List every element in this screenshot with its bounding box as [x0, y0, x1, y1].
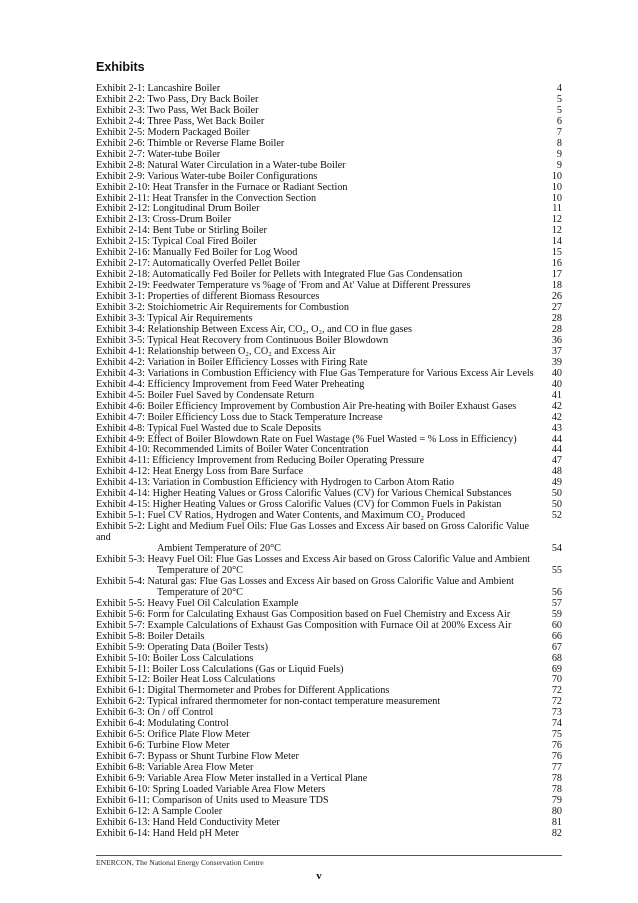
exhibit-page-number: 11	[552, 203, 562, 215]
exhibit-page-number: 10	[551, 170, 562, 182]
exhibit-page-number: 4	[556, 83, 562, 94]
exhibit-title-text: Exhibit 4-13: Variation in Combustion Efficiency with Hydrogen to Carbon Atom Ratio	[96, 477, 455, 489]
exhibit-title-text: Exhibit 5-6: Form for Calculating Exhaust Gas Composition based on Fuel Chemistry and Excess Air	[96, 608, 511, 620]
exhibit-page-number: 6	[556, 115, 562, 127]
exhibit-page-number: 80	[551, 805, 562, 817]
exhibit-page-number: 47	[551, 455, 562, 467]
exhibit-page-number: 72	[551, 696, 562, 708]
exhibit-page-number: 28	[551, 323, 562, 335]
exhibit-title-text: Exhibit 4-11: Efficiency Improvement from Reducing Boiler Operating Pressure	[96, 455, 425, 467]
exhibit-title-text: Exhibit 2-11: Heat Transfer in the Convection Section	[96, 192, 317, 204]
exhibit-page-number: 8	[556, 137, 562, 149]
exhibit-page-number: 74	[551, 718, 562, 730]
exhibit-title-text: Exhibit 6-12: A Sample Cooler	[96, 805, 223, 817]
exhibit-title-text: Exhibit 3-2: Stoichiometric Air Requirements for Combustion	[96, 302, 349, 314]
exhibit-title-text: Exhibit 4-9: Effect of Boiler Blowdown Rate on Fuel Wastage (% Fuel Wasted = % Loss in Efficiency)	[96, 433, 517, 445]
exhibit-title-text: Exhibit 3-4: Relationship Between Excess Air, CO₂, O₂, and CO in flue gases	[96, 323, 412, 335]
exhibit-title-text: Exhibit 4-14: Higher Heating Values or Gross Calorific Values (CV) for Various Chemical Substances	[96, 488, 512, 500]
exhibit-page-number: 48	[551, 466, 562, 478]
exhibit-page-number: 12	[551, 214, 562, 226]
exhibit-page-number: 50	[551, 499, 562, 511]
exhibit-title-text: Exhibit 4-4: Efficiency Improvement from Feed Water Preheating	[96, 378, 365, 390]
exhibit-page-number: 77	[551, 762, 562, 774]
exhibit-title-text: Exhibit 6-8: Variable Area Flow Meter	[96, 762, 254, 774]
exhibit-page-number: 26	[551, 291, 562, 303]
exhibit-page-number: 66	[551, 630, 562, 642]
exhibit-title-text: Exhibit 2-5: Modern Packaged Boiler	[96, 126, 250, 138]
exhibit-page-number: 73	[551, 707, 562, 719]
exhibit-page-number: 27	[551, 302, 562, 314]
exhibit-page-number: 79	[551, 794, 562, 806]
exhibit-page-number: 15	[551, 247, 562, 259]
exhibit-title-text: Exhibit 2-8: Natural Water Circulation in a Water-tube Boiler	[96, 159, 346, 171]
exhibit-page-number: 60	[551, 619, 562, 631]
exhibit-title-text: Exhibit 5-5: Heavy Fuel Oil Calculation Example	[96, 597, 299, 609]
exhibit-title-text: Exhibit 3-3: Typical Air Requirements	[96, 313, 253, 325]
exhibit-page-number: 76	[551, 740, 562, 752]
exhibit-page-number: 40	[551, 378, 562, 390]
exhibit-title-text: Exhibit 5-12: Boiler Heat Loss Calculations	[96, 674, 276, 686]
exhibit-title-text: Exhibit 3-5: Typical Heat Recovery from Continuous Boiler Blowdown	[96, 334, 389, 346]
exhibit-title-text: Exhibit 2-7: Water-tube Boiler	[96, 148, 221, 160]
footer-divider	[96, 855, 562, 856]
exhibit-title-text: Exhibit 6-4: Modulating Control	[96, 718, 229, 730]
exhibit-title-text: Exhibit 3-1: Properties of different Biomass Resources	[96, 291, 320, 303]
exhibit-page-number: 76	[551, 751, 562, 763]
exhibit-title-text: Exhibit 4-15: Higher Heating Values or Gross Calorific Values (CV) for Common Fuels in Pakistan	[96, 499, 502, 511]
exhibit-page-number: 78	[551, 784, 562, 795]
exhibit-page-number: 44	[551, 444, 562, 456]
exhibit-title	[96, 555, 540, 577]
exhibit-entry[interactable]	[96, 577, 562, 599]
exhibit-page-number: 40	[551, 367, 562, 379]
exhibit-title-text: Exhibit 4-12: Heat Energy Loss from Bare Surface	[96, 466, 304, 478]
exhibit-title-continuation: Temperature of 20°C	[157, 564, 243, 576]
exhibit-title-text: Exhibit 4-2: Variation in Boiler Efficiency Losses with Firing Rate	[96, 356, 368, 368]
exhibit-title-text: Exhibit 2-12: Longitudinal Drum Boiler	[96, 203, 260, 215]
exhibit-entry[interactable]	[96, 829, 562, 840]
exhibit-title-text: Exhibit 6-6: Turbine Flow Meter	[96, 740, 230, 752]
exhibit-page-number: 42	[551, 411, 562, 423]
exhibit-page-number: 70	[551, 674, 562, 686]
exhibit-page-number: 12	[551, 225, 562, 237]
exhibit-title-text: Exhibit 6-1: Digital Thermometer and Probes for Different Applications	[96, 685, 390, 697]
exhibit-title-continuation: Ambient Temperature of 20°C	[157, 543, 281, 555]
exhibit-title-text: Exhibit 5-4: Natural gas: Flue Gas Losses and Excess Air based on Gross Calorific Value and Ambient	[96, 575, 514, 587]
exhibit-title-text: Exhibit 2-3: Two Pass, Wet Back Boiler	[96, 104, 259, 116]
exhibit-page-number: 69	[551, 663, 562, 675]
exhibit-page-number: 42	[551, 400, 562, 412]
exhibit-page-number: 49	[551, 477, 562, 489]
page-title: Exhibits	[96, 60, 145, 74]
exhibit-page-number: 17	[551, 269, 562, 281]
exhibit-page-number: 16	[551, 258, 562, 270]
exhibit-entry[interactable]	[96, 555, 562, 577]
exhibit-page-number: 28	[551, 313, 562, 325]
exhibit-page-number: 57	[551, 597, 562, 609]
exhibit-title-text: Exhibit 2-17: Automatically Overfed Pellet Boiler	[96, 258, 300, 270]
exhibit-page-number: 10	[551, 181, 562, 193]
exhibit-page-number: 10	[551, 192, 562, 204]
exhibit-page-number: 7	[556, 126, 562, 138]
exhibit-page-number: 59	[551, 608, 562, 620]
exhibit-page-number: 14	[551, 236, 562, 248]
exhibit-title	[96, 829, 540, 840]
exhibit-title-text: Exhibit 5-10: Boiler Loss Calculations	[96, 652, 254, 664]
exhibit-title-text: Exhibit 2-14: Bent Tube or Stirling Boiler	[96, 225, 267, 237]
exhibit-page-number: 5	[556, 93, 562, 105]
exhibit-title-text: Exhibit 4-8: Typical Fuel Wasted due to Scale Deposits	[96, 422, 322, 434]
exhibit-title-text: Exhibit 5-8: Boiler Details	[96, 630, 205, 642]
exhibit-title-text: Exhibit 2-16: Manually Fed Boiler for Log Wood	[96, 247, 298, 259]
exhibit-page-number: 9	[556, 148, 562, 160]
exhibit-page-number: 36	[551, 334, 562, 346]
exhibit-title-text: Exhibit 2-6: Thimble or Reverse Flame Boiler	[96, 137, 285, 149]
exhibit-title-text: Exhibit 5-1: Fuel CV Ratios, Hydrogen and Water Contents, and Maximum CO₂ Produced	[96, 510, 466, 522]
exhibit-title-text: Exhibit 6-11: Comparison of Units used to Measure TDS	[96, 794, 329, 806]
exhibit-title-text: Exhibit 4-10: Recommended Limits of Boiler Water Concentration	[96, 444, 369, 456]
exhibit-title-text: Exhibit 2-4: Three Pass, Wet Back Boiler	[96, 115, 265, 127]
exhibit-title-text: Exhibit 2-10: Heat Transfer in the Furnace or Radiant Section	[96, 181, 348, 193]
exhibit-title-text: Exhibit 2-13: Cross-Drum Boiler	[96, 214, 231, 226]
exhibit-title-text: Exhibit 5-3: Heavy Fuel Oil: Flue Gas Losses and Excess Air based on Gross Calorific Value and Ambient	[96, 553, 531, 565]
exhibit-page-number: 5	[556, 104, 562, 116]
exhibit-title	[96, 522, 540, 555]
exhibit-title-text: Exhibit 2-15: Typical Coal Fired Boiler	[96, 236, 257, 248]
exhibit-page-number: 67	[551, 641, 562, 653]
exhibit-page-number: 50	[551, 488, 562, 500]
exhibit-page-number: 37	[551, 345, 562, 357]
exhibit-page-number: 55	[551, 564, 562, 576]
exhibit-page-number: 56	[551, 586, 562, 598]
exhibit-page-number: 75	[551, 729, 562, 741]
exhibit-page-number: 81	[551, 816, 562, 828]
exhibit-title-text: Exhibit 5-2: Light and Medium Fuel Oils: Flue Gas Losses and Excess Air based on Gross Calorific Value and	[96, 521, 530, 544]
exhibit-title-text: Exhibit 6-2: Typical infrared thermometer for non-contact temperature measurement	[96, 696, 441, 708]
exhibit-page-number: 72	[551, 685, 562, 697]
exhibit-title-text: Exhibit 2-18: Automatically Fed Boiler for Pellets with Integrated Flue Gas Condensation	[96, 269, 463, 281]
exhibit-page-number: 18	[551, 280, 562, 292]
exhibit-title-text: Exhibit 2-9: Various Water-tube Boiler Configurations	[96, 170, 318, 182]
exhibit-title	[96, 577, 540, 599]
exhibit-title-continuation: Temperature of 20°C	[157, 586, 243, 598]
exhibit-title-text: Exhibit 6-3: On / off Control	[96, 707, 214, 719]
exhibit-entry[interactable]	[96, 522, 562, 555]
exhibit-page-number: 9	[556, 159, 562, 171]
exhibit-page-number: 39	[551, 356, 562, 368]
exhibit-title-text: Exhibit 2-19: Feedwater Temperature vs %age of 'From and At' Value at Different Pressures	[96, 280, 471, 292]
exhibit-page-number: 78	[551, 773, 562, 785]
exhibit-title-text: Exhibit 2-1: Lancashire Boiler	[96, 83, 221, 94]
exhibit-title-text: Exhibit 5-11: Boiler Loss Calculations (Gas or Liquid Fuels)	[96, 663, 344, 675]
exhibit-page-number: 43	[551, 422, 562, 434]
exhibit-title-text: Exhibit 4-3: Variations in Combustion Efficiency with Flue Gas Temperature for Various Excess Air Levels	[96, 367, 534, 379]
exhibit-page-number: 68	[551, 652, 562, 664]
exhibit-title-text: Exhibit 6-7: Bypass or Shunt Turbine Flow Meter	[96, 751, 299, 763]
exhibit-title-text: Exhibit 4-5: Boiler Fuel Saved by Condensate Return	[96, 389, 315, 401]
exhibit-title-text: Exhibit 6-9: Variable Area Flow Meter installed in a Vertical Plane	[96, 773, 368, 785]
exhibit-page-number: 82	[551, 827, 562, 839]
exhibit-title-text: Exhibit 4-1: Relationship between O₂, CO₂ and Excess Air	[96, 345, 336, 357]
exhibit-title-text: Exhibit 6-5: Orifice Plate Flow Meter	[96, 729, 250, 741]
exhibit-title-text: Exhibit 5-9: Operating Data (Boiler Tests)	[96, 641, 268, 653]
exhibit-title-text: Exhibit 6-10: Spring Loaded Variable Area Flow Meters	[96, 784, 326, 795]
exhibit-title-text: Exhibit 6-14: Hand Held pH Meter	[96, 827, 239, 839]
exhibit-page-number: 44	[551, 433, 562, 445]
exhibit-title-text: Exhibit 2-2: Two Pass, Dry Back Boiler	[96, 93, 259, 105]
exhibit-list	[96, 84, 562, 840]
exhibit-title-text: Exhibit 5-7: Example Calculations of Exhaust Gas Composition with Furnace Oil at 200% Excess Air	[96, 619, 512, 631]
exhibit-title-text: Exhibit 6-13: Hand Held Conductivity Meter	[96, 816, 280, 828]
exhibit-title-text: Exhibit 4-7: Boiler Efficiency Loss due to Stack Temperature Increase	[96, 411, 383, 423]
exhibit-page-number: 52	[551, 510, 562, 522]
exhibit-title-text: Exhibit 4-6: Boiler Efficiency Improvement by Combustion Air Pre-heating with Boiler Exhaust Gases	[96, 400, 517, 412]
exhibit-page-number: 41	[551, 389, 562, 401]
exhibit-page-number: 54	[551, 543, 562, 555]
footer-text: ENERCON, The National Energy Conservation Centre	[96, 858, 264, 867]
page-number: v	[316, 870, 322, 882]
